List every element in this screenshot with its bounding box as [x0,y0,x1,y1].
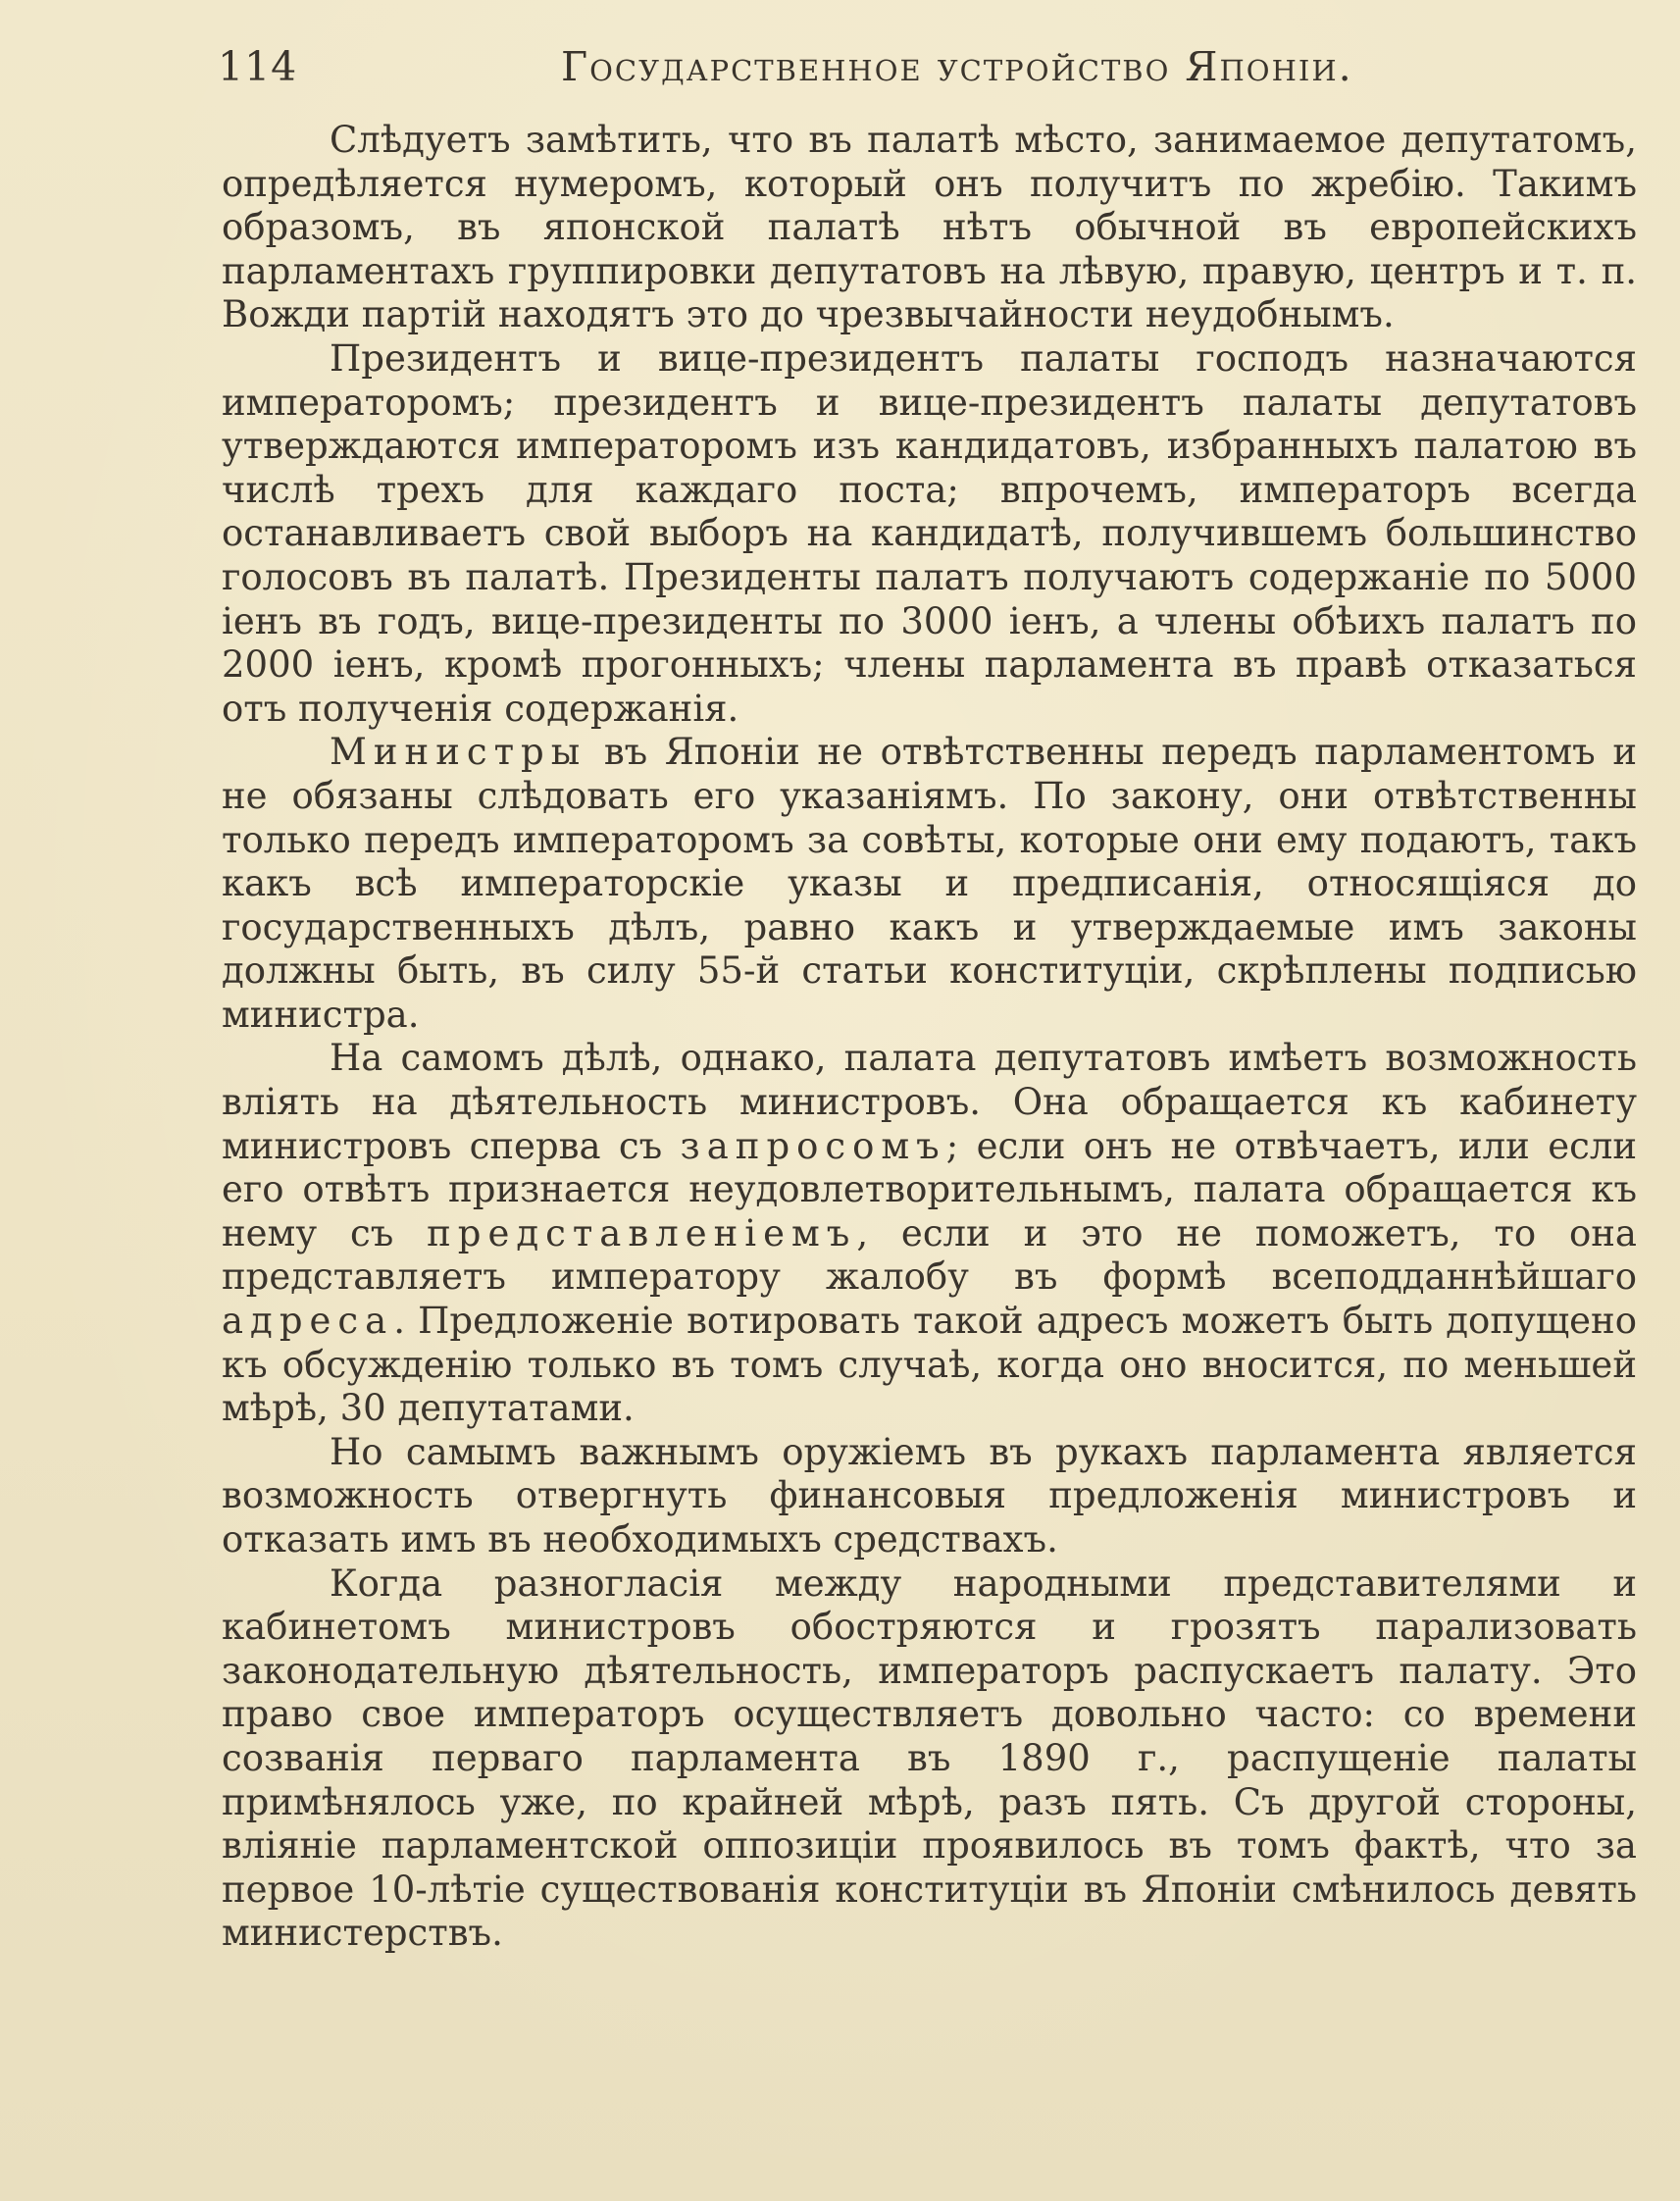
page-header [218,43,1640,102]
running-title: Государственное устройство Японіи. [561,43,1353,90]
text-segment: Президентъ и вице-президентъ палаты господъ назначаются императоромъ; президентъ и вице-президентъ палаты депутатовъ утверждаются императоромъ изъ кандидатовъ, избранныхъ палатою въ числѣ трехъ для каждаго поста; впрочемъ, императоръ всегда останавливаетъ свой выборъ на кандидатѣ, получившемъ большинство голосовъ въ палатѣ. Президенты палатъ получаютъ содержаніе по 5000 іенъ въ годъ, вице-президенты по 3000 іенъ, а члены обѣихъ палатъ по 2000 іенъ, кромѣ прогонныхъ; члены парламента въ правѣ отказаться отъ полученія содержанія. [222,336,1637,730]
paragraph [222,337,1637,731]
text-segment: Но самымъ важнымъ оружіемъ въ рукахъ парламента является возможность отвергнуть финансовыя предложенія министровъ и отказать имъ въ необходимыхъ средствахъ. [222,1430,1637,1561]
paragraph [222,1431,1637,1562]
text-segment: въ Японіи не отвѣтственны передъ парламентомъ и не обязаны слѣдовать его указаніямъ. По закону, они отвѣтственны только передъ императоромъ за совѣты, которые они ему подаютъ, такъ какъ всѣ императорскіе указы и предписанія, относящіяся до государственныхъ дѣлъ, равно какъ и утверждаемые имъ законы должны быть, въ силу 55-й статьи конституціи, скрѣплены подписью министра. [222,731,1637,1036]
emphasized-text: Министры [330,731,587,774]
paragraph [222,1562,1637,1956]
body-text [222,119,1637,1956]
text-segment: Когда разногласія между народными представителями и кабинетомъ министровъ обостряются и грозятъ парализовать законодательную дѣятельность, императоръ распускаетъ палату. Это право свое императоръ осуществляетъ довольно часто: со времени созванія перваго парламента въ 1890 г., распущеніе палаты примѣнялось уже, по крайней мѣрѣ, разъ пять. Съ другой стороны, вліяніе парламентской оппозиціи проявилось въ томъ фактѣ, что за первое 10-лѣтіе существованія конституціи въ Японіи смѣнилось девять министерствъ. [222,1561,1637,1955]
text-segment: ; если онъ не отвѣчаетъ, или если его отвѣтъ признается неудовлетворительнымъ, палата обращается къ нему съ [222,1124,1637,1254]
paragraph [222,731,1637,1037]
text-segment: , если и это не поможетъ, то она представляетъ императору жалобу въ формѣ всеподданнѣйшаго [222,1211,1637,1299]
text-segment: Слѣдуетъ замѣтить, что въ палатѣ мѣсто, занимаемое депутатомъ, опредѣляется нумеромъ, который онъ получитъ по жребію. Такимъ образомъ, въ японской палатѣ нѣтъ обычной въ европейскихъ парламентахъ группировки депутатовъ на лѣвую, правую, центръ и т. п. Вожди партій находятъ это до чрезвычайности неудобнымъ. [222,119,1637,336]
paragraph [222,1037,1637,1430]
text-segment: . Предложеніе вотировать такой адресъ можетъ быть допущено къ обсужденію только въ томъ случаѣ, когда оно вносится, по меньшей мѣрѣ, 30 депутатами. [222,1300,1637,1430]
page-number: 114 [218,43,298,90]
emphasized-text: адреса [222,1300,394,1343]
text-segment: На самомъ дѣлѣ, однако, палата депутатовъ имѣетъ возможность вліять на дѣятельность министровъ. Она обращается къ кабинету министровъ сперва съ [222,1037,1637,1167]
emphasized-text: запросомъ [680,1124,946,1167]
emphasized-text: представленіемъ [427,1211,857,1254]
paragraph [222,119,1637,337]
